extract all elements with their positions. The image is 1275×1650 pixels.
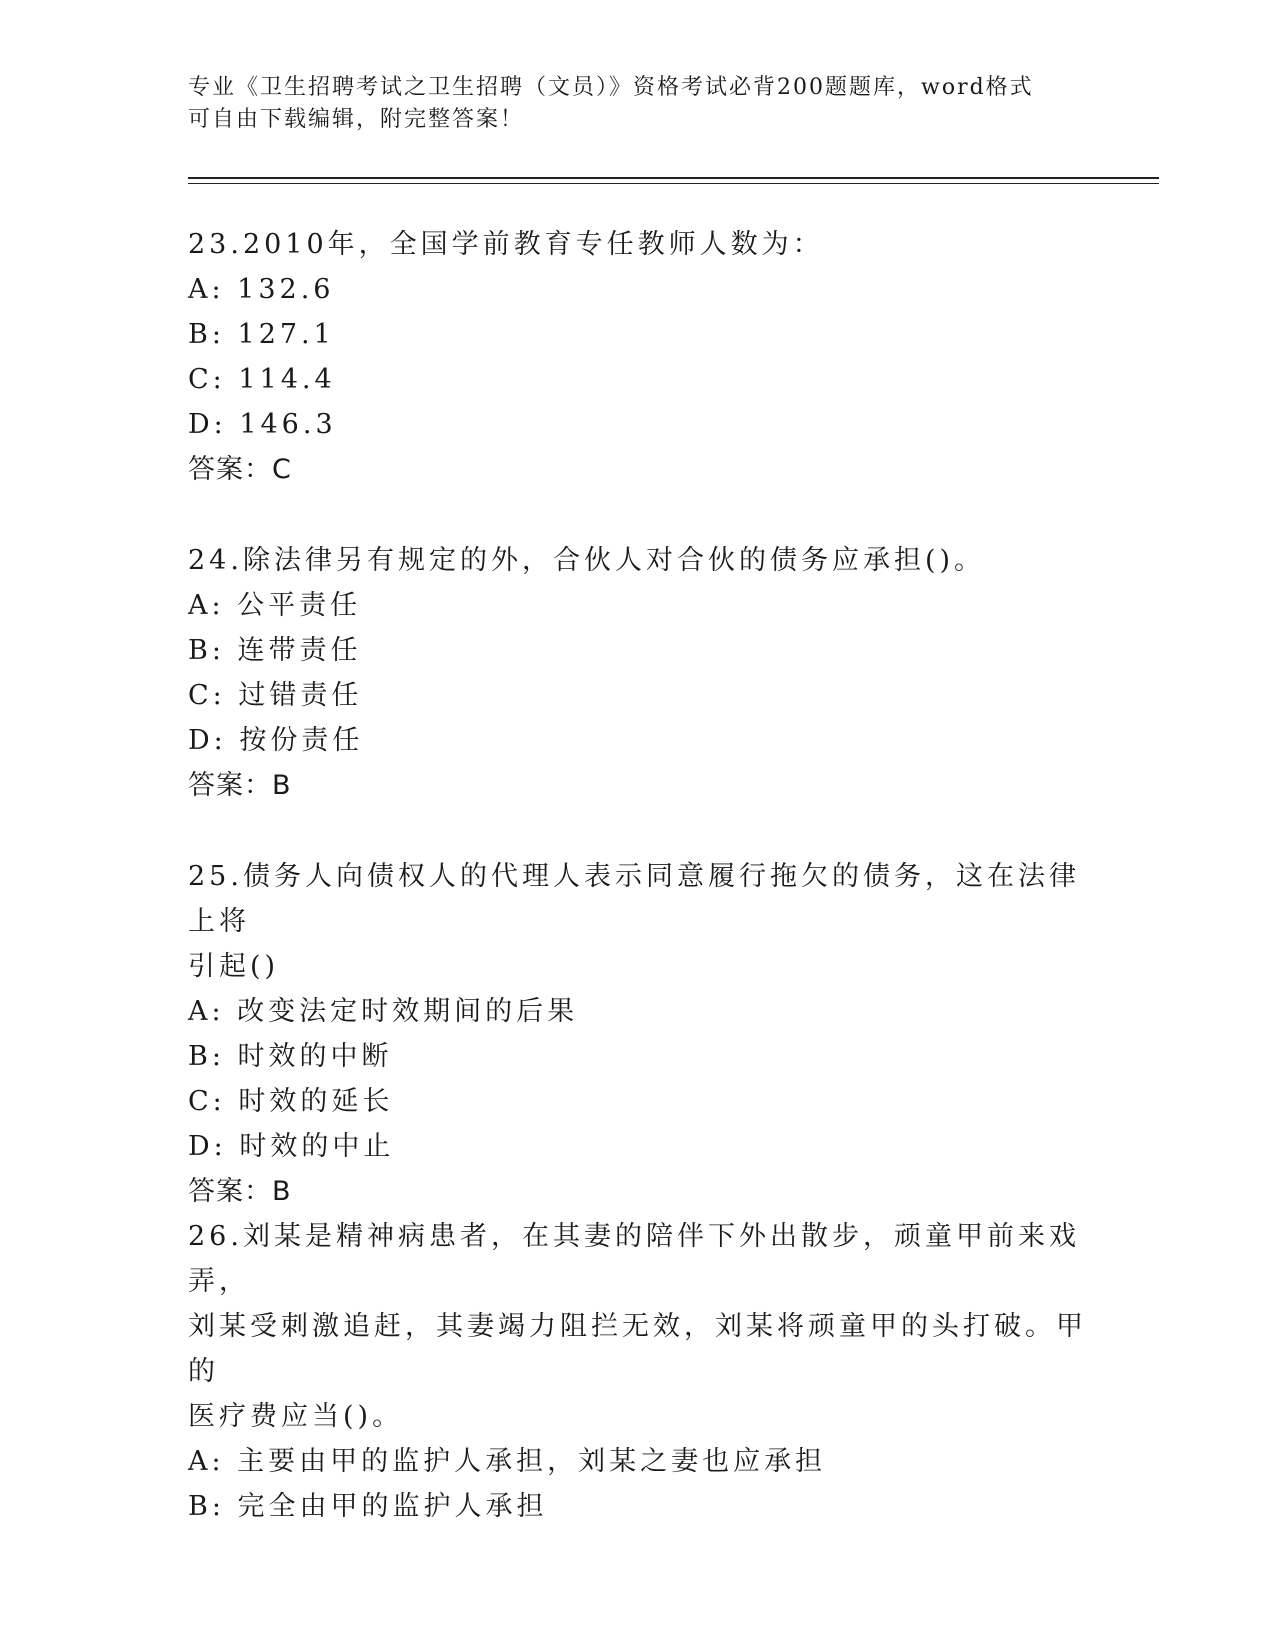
question-23 [188, 222, 1088, 492]
option-c: C: 时效的延长 [188, 1086, 394, 1117]
option-c: C: 114.4 [188, 364, 336, 395]
option-b: B: 127.1 [188, 319, 335, 350]
question-stem-line-3: 医疗费应当()。 [188, 1401, 404, 1432]
option-d: D: 按份责任 [188, 725, 364, 756]
option-a: A: 公平责任 [188, 590, 362, 621]
document-header [188, 72, 1088, 136]
answer: 答案：B [188, 770, 292, 801]
question-24 [188, 538, 1088, 808]
answer: 答案：B [188, 1176, 292, 1207]
question-stem-line-2: 引起() [188, 951, 280, 982]
header-divider-thick [188, 177, 1159, 179]
option-d: D: 时效的中止 [188, 1131, 395, 1162]
option-b: B: 时效的中断 [188, 1041, 393, 1072]
question-stem-line-2: 刘某受刺激追赶，其妻竭力阻拦无效，刘某将顽童甲的头打破。甲的 [188, 1311, 1087, 1387]
header-line-2: 可自由下载编辑，附完整答案！ [188, 107, 525, 132]
answer: 答案：C [188, 454, 292, 485]
option-d: D: 146.3 [188, 409, 337, 440]
header-divider-thin [188, 183, 1159, 184]
question-25 [188, 854, 1088, 1214]
header-line-1: 专业《卫生招聘考试之卫生招聘（文员）》资格考试必背200题题库，word格式 [188, 75, 1034, 100]
question-stem-line-1: 26.刘某是精神病患者，在其妻的陪伴下外出散步，顽童甲前来戏弄， [188, 1221, 1080, 1297]
option-b: B: 完全由甲的监护人承担 [188, 1491, 548, 1522]
option-a: A: 主要由甲的监护人承担，刘某之妻也应承担 [188, 1446, 827, 1477]
question-stem: 24.除法律另有规定的外，合伙人对合伙的债务应承担()。 [188, 545, 986, 576]
option-b: B: 连带责任 [188, 635, 362, 666]
option-a: A: 132.6 [188, 274, 335, 305]
question-stem-line-1: 25.债务人向债权人的代理人表示同意履行拖欠的债务，这在法律上将 [188, 861, 1080, 937]
option-c: C: 过错责任 [188, 680, 363, 711]
question-26 [188, 1214, 1088, 1529]
question-stem: 23.2010年，全国学前教育专任教师人数为： [188, 229, 824, 260]
option-a: A: 改变法定时效期间的后果 [188, 996, 579, 1027]
